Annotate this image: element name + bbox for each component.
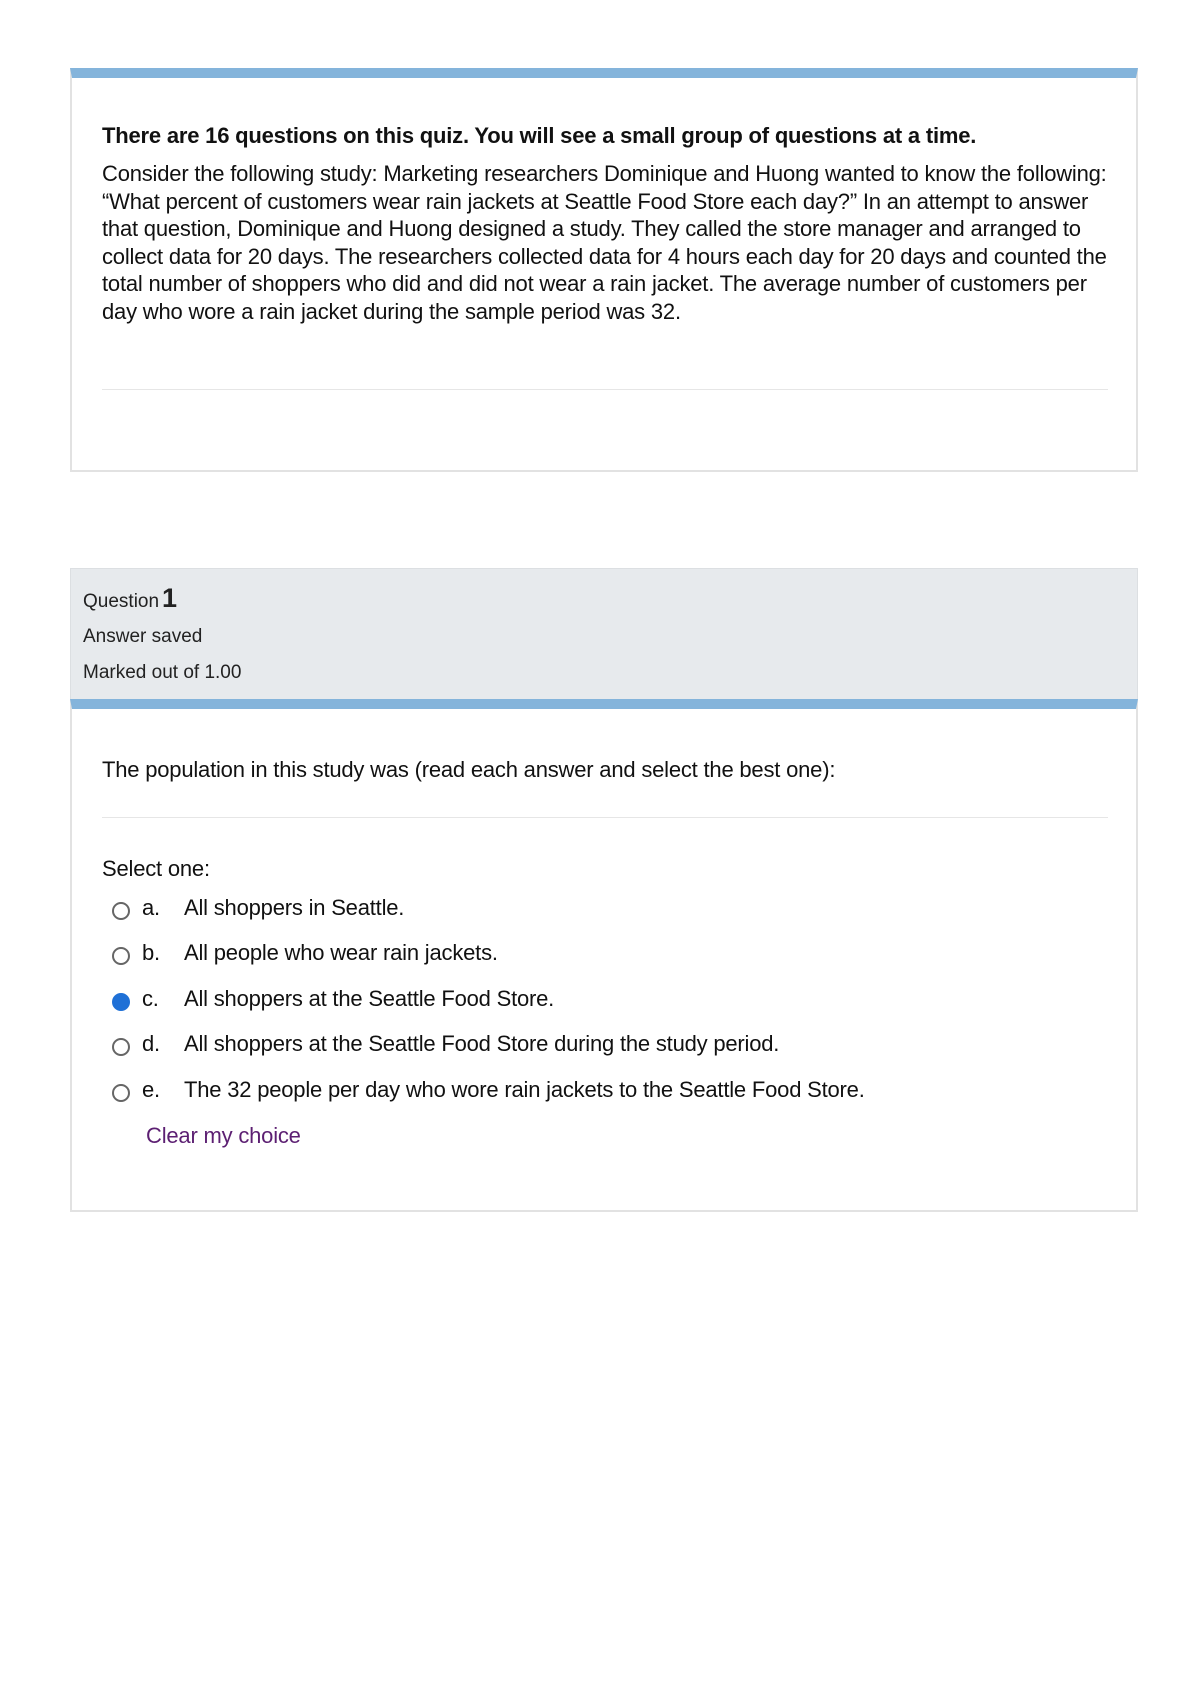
clear-my-choice-link[interactable]: Clear my choice: [146, 1123, 301, 1148]
radio-button-d[interactable]: [112, 1038, 130, 1056]
radio-button-e[interactable]: [112, 1084, 130, 1102]
question-content-card: [70, 699, 1138, 1212]
answer-option-d[interactable]: [112, 1022, 1102, 1068]
quiz-info-heading: There are 16 questions on this quiz. You will see a small group of questions at a time.: [102, 123, 977, 148]
question-state: Answer saved: [83, 626, 203, 647]
radio-button-b[interactable]: [112, 947, 130, 965]
quiz-info-content: [102, 122, 1108, 325]
question-text: The population in this study was (read each answer and select the best one):: [102, 757, 836, 782]
quiz-info-card: [70, 68, 1138, 472]
answer-letter: e.: [142, 1076, 160, 1102]
question-info-panel: [70, 568, 1138, 709]
answer-letter: a.: [142, 894, 160, 920]
answer-option-e[interactable]: [112, 1067, 1102, 1113]
answer-letter: b.: [142, 940, 160, 966]
answer-letter: d.: [142, 1031, 160, 1057]
question-label: Question: [83, 591, 160, 612]
question-grade: Marked out of 1.00: [83, 662, 242, 683]
question-title: [83, 583, 177, 617]
answer-option-b[interactable]: [112, 931, 1102, 977]
answer-text[interactable]: All shoppers at the Seattle Food Store.: [184, 985, 555, 1011]
answer-option-c[interactable]: [112, 976, 1102, 1022]
question-divider: [102, 817, 1108, 818]
select-one-prompt: Select one:: [102, 856, 210, 881]
study-description: Consider the following study: Marketing researchers Dominique and Huong wanted to know the following: “What percent of customers wear rain jackets at Seattle Food Store each day?” In an attempt to answer that question, Dominique and Huong designed a study. They called the store manager and arranged to collect data for 20 days. The researchers collected data for 4 hours each day for 20 days and counted the total number of shoppers who did and did not wear a rain jacket. The average number of customers per day who wore a rain jacket during the sample period was 32.: [102, 161, 1107, 324]
answer-letter: c.: [142, 985, 159, 1011]
answer-text[interactable]: The 32 people per day who wore rain jackets to the Seattle Food Store.: [184, 1076, 865, 1102]
answer-text[interactable]: All people who wear rain jackets.: [184, 940, 498, 966]
answer-text[interactable]: All shoppers in Seattle.: [184, 894, 405, 920]
radio-button-c[interactable]: [112, 993, 130, 1011]
info-divider: [102, 389, 1108, 390]
answer-list: [112, 885, 1102, 1113]
radio-button-a[interactable]: [112, 902, 130, 920]
answer-text[interactable]: All shoppers at the Seattle Food Store during the study period.: [184, 1031, 780, 1057]
question-number: 1: [162, 583, 178, 613]
answer-option-a[interactable]: [112, 885, 1102, 931]
